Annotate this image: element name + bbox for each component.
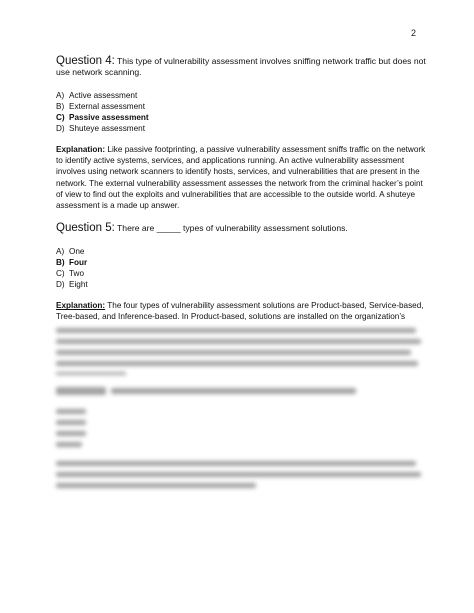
option-d: D) Eight: [56, 280, 88, 290]
blurred-text-block: [56, 325, 426, 375]
question-5-options: [56, 246, 426, 290]
page-content: [56, 56, 426, 507]
question-4-label: Question 4:: [56, 55, 115, 67]
option-b-correct: B) Four: [56, 258, 88, 268]
option-c: C) Two: [56, 269, 85, 279]
question-5-title: [56, 223, 426, 234]
question-5-prompt: There are _____ types of vulnerability assessment solutions.: [114, 223, 348, 234]
page-number: 2: [410, 28, 416, 38]
explanation-label: Explanation:: [56, 301, 106, 311]
question-4-prompt: This type of vulnerability assessment involves sniffing network traffic but does not use network scanning.: [56, 56, 426, 77]
option-a: A) One: [56, 247, 85, 257]
question-5-label: Question 5:: [56, 222, 115, 235]
option-d: D) Shuteye assessment: [56, 124, 146, 133]
option-a: A) Active assessment: [56, 91, 138, 100]
blurred-question-block: [56, 387, 426, 507]
question-5: [56, 223, 426, 374]
explanation-text: The four types of vulnerability assessment solutions are Product-based, Service-based, Tree-based, and Inference-based. In Product-based, solutions are installed on the organization’s: [56, 301, 424, 322]
explanation-text: Like passive footprinting, a passive vulnerability assessment sniffs traffic on the network to identify active systems, services, and applications running. An active vulnerability assessment involves using network scanners to identify hosts, services, and vulnerabilities that are present in the network. The external vulnerability assessment assesses the network from the criminal hacker’s point of view to find out the exploits and vulnerabilities that are accessible to the outside world. A shuteye assessment is a made up answer.: [56, 145, 426, 211]
question-4: [56, 56, 426, 211]
explanation-label: Explanation:: [56, 145, 106, 154]
option-c-correct: C) Passive assessment: [56, 113, 149, 122]
question-4-explanation: [56, 144, 426, 211]
question-4-options: [56, 90, 426, 134]
question-4-title: [56, 56, 426, 78]
option-b: B) External assessment: [56, 102, 145, 111]
question-5-explanation: [56, 300, 426, 322]
